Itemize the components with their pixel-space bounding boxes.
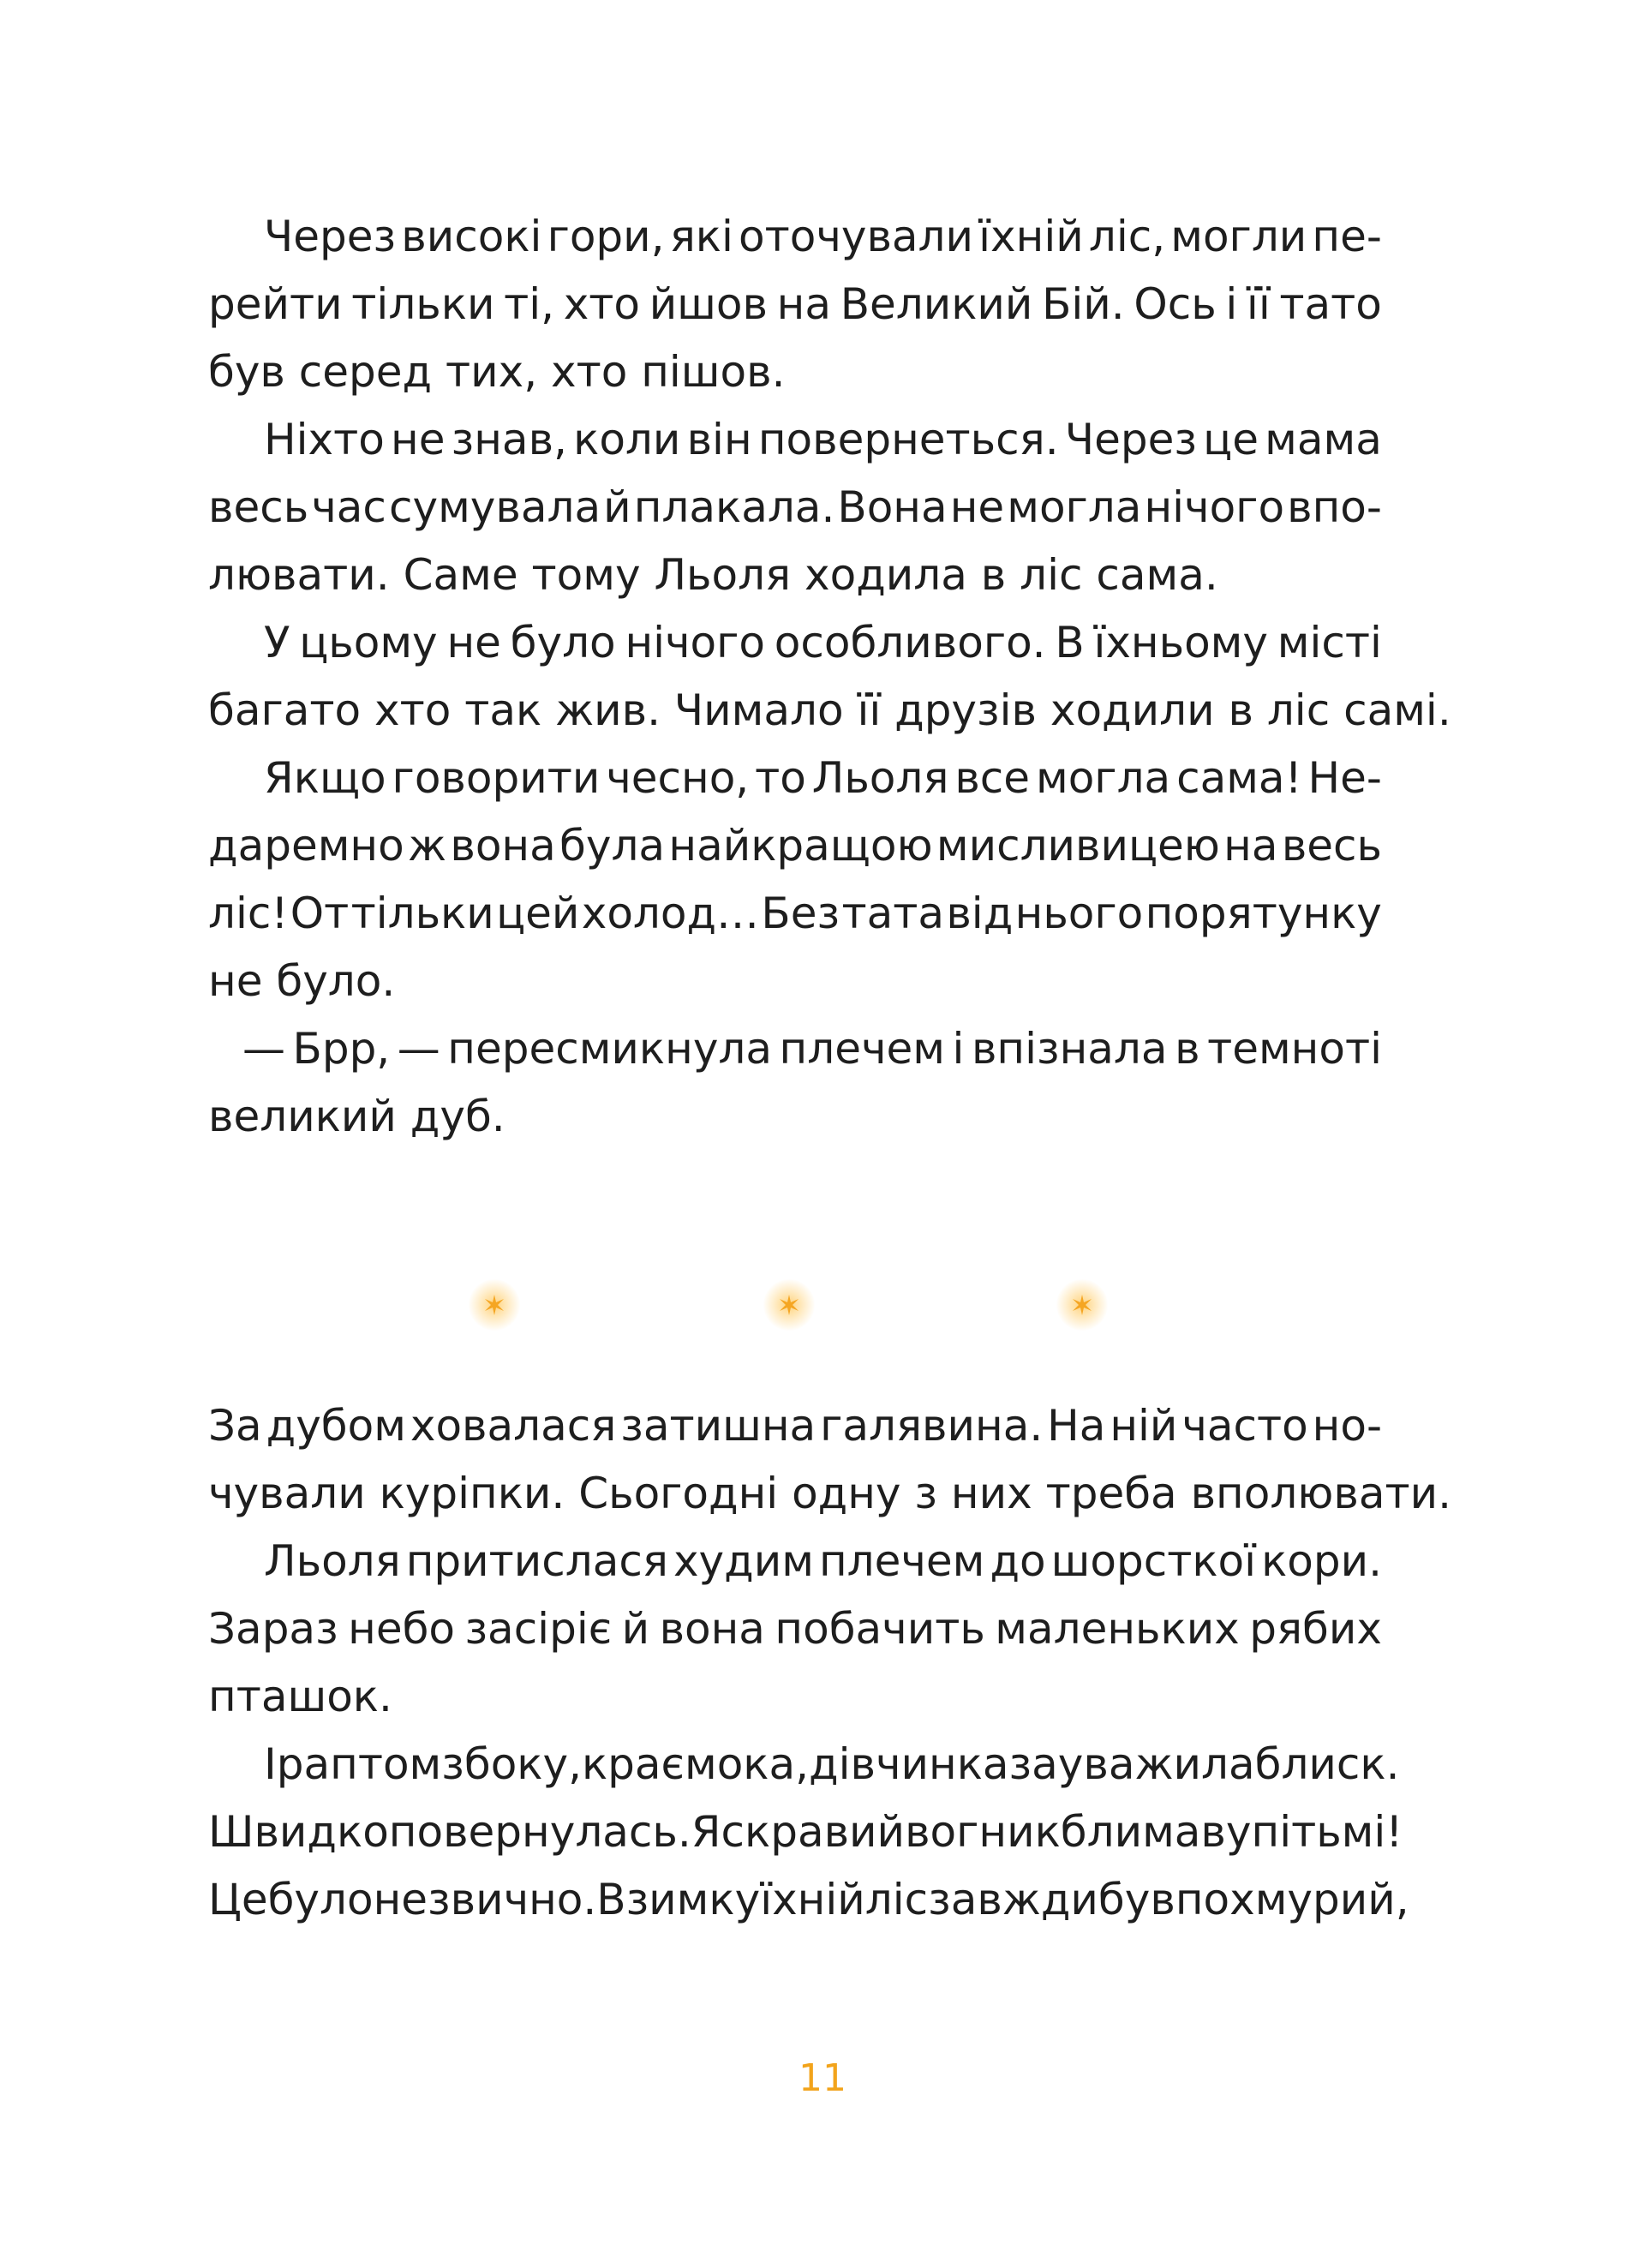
page-number: 11: [799, 2056, 846, 2100]
word: тільки: [351, 279, 495, 329]
word: час: [311, 482, 386, 532]
text-line: [208, 271, 1382, 338]
word: він: [686, 415, 752, 464]
word: Льоля: [654, 550, 805, 600]
word: їхній: [978, 212, 1084, 261]
word: найкращою: [668, 821, 933, 871]
word: багато: [208, 685, 374, 735]
text-line: [208, 1460, 1451, 1528]
word: друзів: [894, 685, 1050, 735]
word: в: [980, 550, 1020, 600]
word: збоку,: [441, 1739, 582, 1789]
word: був: [1098, 1875, 1175, 1924]
word: весь: [208, 482, 309, 532]
word: порятунку: [1145, 889, 1382, 938]
word: плечем: [818, 1536, 985, 1586]
word: одну: [792, 1469, 915, 1518]
word: ліс: [1266, 685, 1344, 735]
word: впо-: [1287, 482, 1382, 532]
word: пітьмі!: [1251, 1807, 1403, 1857]
text-section-1: [208, 203, 1451, 1151]
text-line: [208, 745, 1382, 812]
word: Через: [1064, 415, 1197, 464]
word: цьому: [299, 618, 438, 667]
word: ходила: [805, 550, 981, 600]
word: у: [1225, 1807, 1252, 1857]
word: У: [264, 618, 290, 667]
word: темноті: [1207, 1024, 1382, 1074]
word: оточували: [739, 212, 974, 261]
word: нічого: [625, 618, 766, 667]
word: ходили: [1050, 685, 1229, 735]
word: пересмикнула: [447, 1024, 773, 1074]
word: затишна: [620, 1401, 817, 1451]
text-line: [208, 880, 1382, 948]
word: Без: [761, 889, 840, 938]
word: чесно,: [606, 753, 750, 803]
text-line: [208, 1015, 1382, 1083]
word: сумувала: [388, 482, 601, 532]
word: Великий: [840, 279, 1033, 329]
word: їхньому: [1093, 618, 1268, 667]
word: особливого.: [774, 618, 1046, 667]
text-line: [208, 1798, 1403, 1866]
word: з: [914, 1469, 951, 1518]
word: ті,: [504, 279, 555, 329]
word: В: [1055, 618, 1085, 667]
word: даремно: [208, 821, 404, 871]
word: часто: [1181, 1401, 1308, 1451]
text-line: [208, 1731, 1400, 1798]
word: вона: [450, 821, 556, 871]
word: могла: [1007, 482, 1142, 532]
word: Це: [208, 1875, 268, 1924]
word: Ось: [1134, 279, 1217, 329]
word: —: [397, 1024, 440, 1074]
word: жив.: [555, 685, 674, 735]
word: високі: [401, 212, 542, 261]
word: хто: [551, 347, 642, 397]
word: великий: [208, 1092, 410, 1141]
word: мисливицею: [936, 821, 1220, 871]
word: нічого: [1144, 482, 1285, 532]
text-line: [208, 1528, 1382, 1595]
word: рейти: [208, 279, 343, 329]
word: говорити: [392, 753, 601, 803]
word: й: [603, 482, 631, 532]
word: тому: [531, 550, 655, 600]
word: був: [208, 347, 299, 397]
word: знав,: [451, 415, 567, 464]
word: Ніхто: [264, 415, 385, 464]
word: Льоля: [811, 753, 949, 803]
word: і: [1225, 279, 1238, 329]
word: Через: [264, 212, 397, 261]
word: до: [990, 1536, 1046, 1586]
word: ока,: [716, 1739, 810, 1789]
word: ховалася: [410, 1401, 617, 1451]
word: було: [267, 1875, 374, 1924]
word: блимав: [1060, 1807, 1226, 1857]
word: пішов.: [641, 347, 786, 397]
word: їхній: [760, 1875, 865, 1924]
word: плакала.: [633, 482, 835, 532]
text-line: [208, 812, 1382, 880]
word: було: [510, 618, 616, 667]
word: все: [954, 753, 1031, 803]
word: галявина.: [820, 1401, 1044, 1451]
sparkle-star-icon: [1056, 1279, 1108, 1331]
word: на: [1223, 821, 1278, 871]
word: вона: [659, 1604, 765, 1654]
section-separator: [0, 1279, 1645, 1331]
word: незвично.: [373, 1875, 597, 1924]
word: була: [559, 821, 666, 871]
word: Вона: [837, 482, 948, 532]
word: —: [242, 1024, 285, 1074]
word: впізнала: [971, 1024, 1168, 1074]
word: нього: [1014, 889, 1144, 938]
word: блиск.: [1254, 1739, 1400, 1789]
word: Швидко: [208, 1807, 389, 1857]
word: пташок.: [208, 1672, 392, 1721]
word: ж: [408, 821, 447, 871]
word: Якщо: [264, 753, 386, 803]
word: могла: [1035, 753, 1171, 803]
text-line: [208, 609, 1382, 677]
word: притислася: [405, 1536, 668, 1586]
text-line: [208, 677, 1451, 745]
word: тих,: [446, 347, 552, 397]
word: йшов: [649, 279, 768, 329]
word: Льоля: [264, 1536, 401, 1586]
word: За: [208, 1401, 262, 1451]
sparkle-star-icon: [763, 1279, 815, 1331]
word: серед: [298, 347, 446, 397]
word: гори,: [547, 212, 665, 261]
word: пе-: [1312, 212, 1382, 261]
word: тато: [1279, 279, 1382, 329]
word: засіріє: [464, 1604, 613, 1654]
word: хто: [374, 685, 465, 735]
word: похмурий,: [1175, 1875, 1409, 1924]
word: сама!: [1176, 753, 1302, 803]
word: на: [776, 279, 832, 329]
word: лювати.: [208, 550, 404, 600]
word: було.: [276, 956, 396, 1006]
word: сама.: [1096, 550, 1218, 600]
word: краєм: [581, 1739, 717, 1789]
word: весь: [1281, 821, 1382, 871]
word: шорсткої: [1050, 1536, 1257, 1586]
word: самі.: [1343, 685, 1451, 735]
word: так: [464, 685, 556, 735]
word: Бій.: [1042, 279, 1125, 329]
word: ліс: [1020, 550, 1097, 600]
word: Чимало: [673, 685, 858, 735]
word: треба: [1045, 1469, 1191, 1518]
word: дубом: [266, 1401, 406, 1451]
word: мама: [1265, 415, 1382, 464]
word: ній: [1110, 1401, 1178, 1451]
text-line: [208, 1595, 1382, 1663]
word: рябих: [1249, 1604, 1382, 1654]
word: в: [1228, 685, 1267, 735]
word: Яскравий: [691, 1807, 906, 1857]
word: завжди: [928, 1875, 1098, 1924]
word: ліс,: [1088, 212, 1166, 261]
word: Взимку: [596, 1875, 761, 1924]
word: не: [208, 956, 277, 1006]
word: ліс: [864, 1875, 929, 1924]
word: Сьогодні: [578, 1469, 793, 1518]
word: холод…: [581, 889, 760, 938]
word: дуб.: [410, 1092, 505, 1141]
word: коли: [573, 415, 681, 464]
word: місті: [1277, 618, 1382, 667]
word: куріпки.: [379, 1469, 579, 1518]
sparkle-star-icon: [469, 1279, 520, 1331]
word: тата: [841, 889, 944, 938]
word: від: [946, 889, 1014, 938]
word: Саме: [403, 550, 532, 600]
word: це: [1203, 415, 1259, 464]
word: і: [952, 1024, 965, 1074]
word: хто: [563, 279, 641, 329]
word: плечем: [779, 1024, 945, 1074]
word: не: [949, 482, 1005, 532]
word: На: [1047, 1401, 1106, 1451]
word: вполювати.: [1190, 1469, 1451, 1518]
text-line: [208, 406, 1382, 474]
text-line: [208, 542, 1382, 609]
word: небо: [348, 1604, 456, 1654]
word: й: [621, 1604, 650, 1654]
text-line: [208, 474, 1382, 542]
word: раптом: [276, 1739, 442, 1789]
text-line: [208, 1392, 1382, 1460]
text-line: [208, 203, 1382, 271]
word: побачить: [775, 1604, 985, 1654]
word: І: [264, 1739, 277, 1789]
text-line: [208, 1866, 1409, 1934]
text-line: [208, 948, 1382, 1015]
word: дівчинка: [809, 1739, 1009, 1789]
word: не: [446, 618, 501, 667]
word: ліс!: [208, 889, 289, 938]
word: маленьких: [995, 1604, 1240, 1654]
word: не: [391, 415, 446, 464]
word: тільки: [350, 889, 494, 938]
word: які: [669, 212, 733, 261]
text-line: [208, 1663, 1382, 1731]
word: повернулась.: [388, 1807, 691, 1857]
word: в: [1175, 1024, 1200, 1074]
word: її: [1246, 279, 1271, 329]
word: повернеться.: [757, 415, 1059, 464]
word: но-: [1312, 1401, 1382, 1451]
word: Зараз: [208, 1604, 338, 1654]
text-section-2: [208, 1392, 1451, 1934]
word: Не-: [1307, 753, 1382, 803]
word: Брр,: [292, 1024, 391, 1074]
word: цей: [496, 889, 580, 938]
word: її: [857, 685, 895, 735]
word: зауважила: [1008, 1739, 1255, 1789]
word: худим: [673, 1536, 814, 1586]
word: кори.: [1261, 1536, 1382, 1586]
word: то: [755, 753, 806, 803]
word: них: [950, 1469, 1046, 1518]
text-line: [208, 338, 1382, 406]
word: могли: [1170, 212, 1307, 261]
text-line: [208, 1083, 1382, 1151]
word: чували: [208, 1469, 380, 1518]
word: От: [290, 889, 350, 938]
word: вогник: [905, 1807, 1061, 1857]
